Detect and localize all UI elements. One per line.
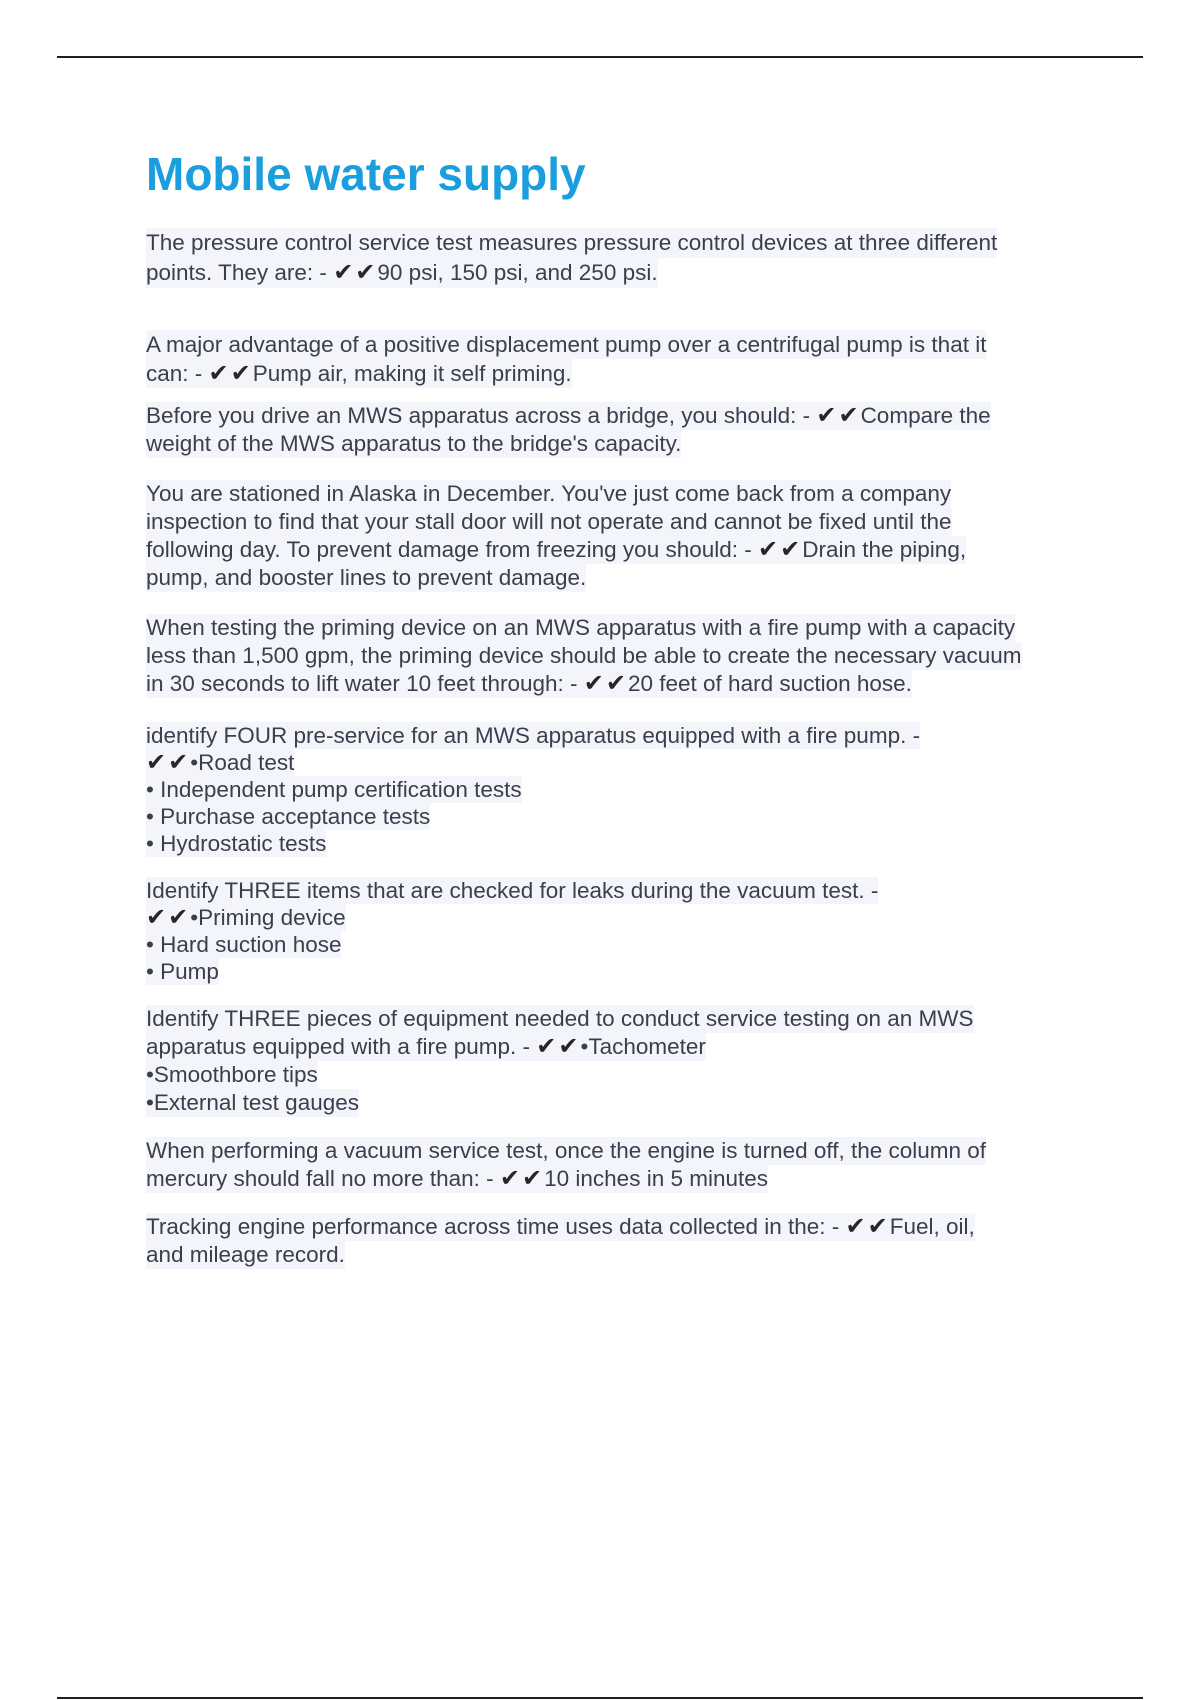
qa-line [146,536,966,564]
check-mark-icon: ✔ [333,258,354,286]
qa-line [146,722,920,749]
line-text: • Hydrostatic tests [146,831,327,856]
qa-line [146,642,1022,670]
answer-text: Drain the piping, [802,537,967,562]
qa-line [146,749,294,776]
check-mark-icon: ✔ [230,359,251,387]
question-text: following day. To prevent damage from freezing you should: - [146,537,759,562]
check-mark-icon: ✔ [168,903,189,931]
answer-text: Pump air, making it self priming. [252,361,572,386]
check-mark-icon: ✔ [816,401,837,429]
line-text: • Independent pump certification tests [146,777,522,802]
qa-line [146,402,991,430]
line-text: •Smoothbore tips [146,1062,318,1087]
line-text: •External test gauges [146,1090,360,1115]
qa-line [146,670,912,698]
answer-text: 90 psi, 150 psi, and 250 psi. [377,260,658,285]
qa-line [146,877,878,904]
qa-item [146,877,1096,985]
qa-line [146,359,572,388]
answer-text: Fuel, oil, [889,1214,975,1239]
check-mark-icon: ✔ [355,258,376,286]
qa-line [146,564,586,592]
qa-line [146,904,346,931]
check-mark-icon: ✔ [522,1164,543,1192]
qa-line [146,830,326,857]
check-mark-icon: ✔ [867,1212,888,1240]
answer-text: 10 inches in 5 minutes [544,1166,769,1191]
line-text: and mileage record. [146,1242,345,1267]
answer-text: •Tachometer [580,1034,706,1059]
check-mark-icon: ✔ [536,1032,557,1060]
line-text: inspection to find that your stall door will not operate and cannot be fixed until the [146,509,952,534]
question-text: Before you drive an MWS apparatus across a bridge, you should: - [146,403,817,428]
qa-line [146,1089,359,1117]
check-mark-icon: ✔ [146,903,167,931]
qa-item [146,614,1096,698]
qa-line [146,931,341,958]
document-body [146,142,1096,1269]
qa-line [146,614,1015,642]
line-text: The pressure control service test measures pressure control devices at three different [146,230,998,255]
qa-line [146,958,219,985]
check-mark-icon: ✔ [605,669,626,697]
question-text: apparatus equipped with a fire pump. - [146,1034,537,1059]
line-text: You are stationed in Alaska in December. You've just come back from a company [146,481,952,506]
line-text: • Purchase acceptance tests [146,804,431,829]
check-mark-icon: ✔ [780,535,801,563]
check-mark-icon: ✔ [208,359,229,387]
line-text: less than 1,500 gpm, the priming device should be able to create the necessary vacuum [146,643,1022,668]
check-mark-icon: ✔ [583,669,604,697]
qa-line [146,1241,345,1269]
answer-text: •Road test [190,750,295,775]
line-text: Identify THREE pieces of equipment needed to conduct service testing on an MWS [146,1006,974,1031]
question-text: in 30 seconds to lift water 10 feet through: - [146,671,584,696]
question-text: Tracking engine performance across time uses data collected in the: - [146,1214,846,1239]
line-text: • Hard suction hose [146,932,342,957]
line-text: identify FOUR pre-service for an MWS apparatus equipped with a fire pump. - [146,723,921,748]
check-mark-icon: ✔ [168,748,189,776]
question-text: can: - [146,361,209,386]
qa-item [146,228,1096,288]
qa-line [146,430,681,458]
line-text: weight of the MWS apparatus to the bridge's capacity. [146,431,682,456]
qa-item [146,480,1096,592]
qa-line [146,1005,974,1033]
qa-item [146,722,1096,857]
qa-item [146,1005,1096,1117]
qa-line [146,1165,768,1193]
line-text: • Pump [146,959,219,984]
page-title: Mobile water supply [146,148,586,200]
qa-line [146,330,986,359]
qa-line [146,258,658,288]
top-divider [57,56,1143,58]
qa-line [146,803,430,830]
check-mark-icon: ✔ [845,1212,866,1240]
answer-text: Compare the [860,403,991,428]
qa-line [146,480,951,508]
check-mark-icon: ✔ [558,1032,579,1060]
qa-line [146,1033,706,1061]
line-text: pump, and booster lines to prevent damage. [146,565,587,590]
answer-text: 20 feet of hard suction hose. [627,671,912,696]
line-text: When testing the priming device on an MWS apparatus with a fire pump with a capacity [146,615,1016,640]
qa-line [146,1061,318,1089]
line-text: When performing a vacuum service test, once the engine is turned off, the column of [146,1138,987,1163]
qa-line [146,228,997,258]
bottom-divider [57,1697,1143,1699]
qa-line [146,1213,975,1241]
qa-line [146,508,952,536]
qa-item [146,330,1096,388]
line-text: A major advantage of a positive displacement pump over a centrifugal pump is that it [146,332,987,357]
qa-item [146,1213,1096,1269]
qa-item [146,1137,1096,1193]
qa-line [146,1137,986,1165]
line-text: Identify THREE items that are checked for leaks during the vacuum test. - [146,878,879,903]
qa-line [146,776,522,803]
check-mark-icon: ✔ [838,401,859,429]
check-mark-icon: ✔ [499,1164,521,1192]
qa-item [146,402,1096,458]
question-text: mercury should fall no more than: - [146,1166,500,1191]
check-mark-icon: ✔ [758,535,779,563]
question-text: points. They are: - [146,260,334,285]
qa-list [146,228,1096,1269]
answer-text: •Priming device [190,905,346,930]
check-mark-icon: ✔ [146,748,167,776]
